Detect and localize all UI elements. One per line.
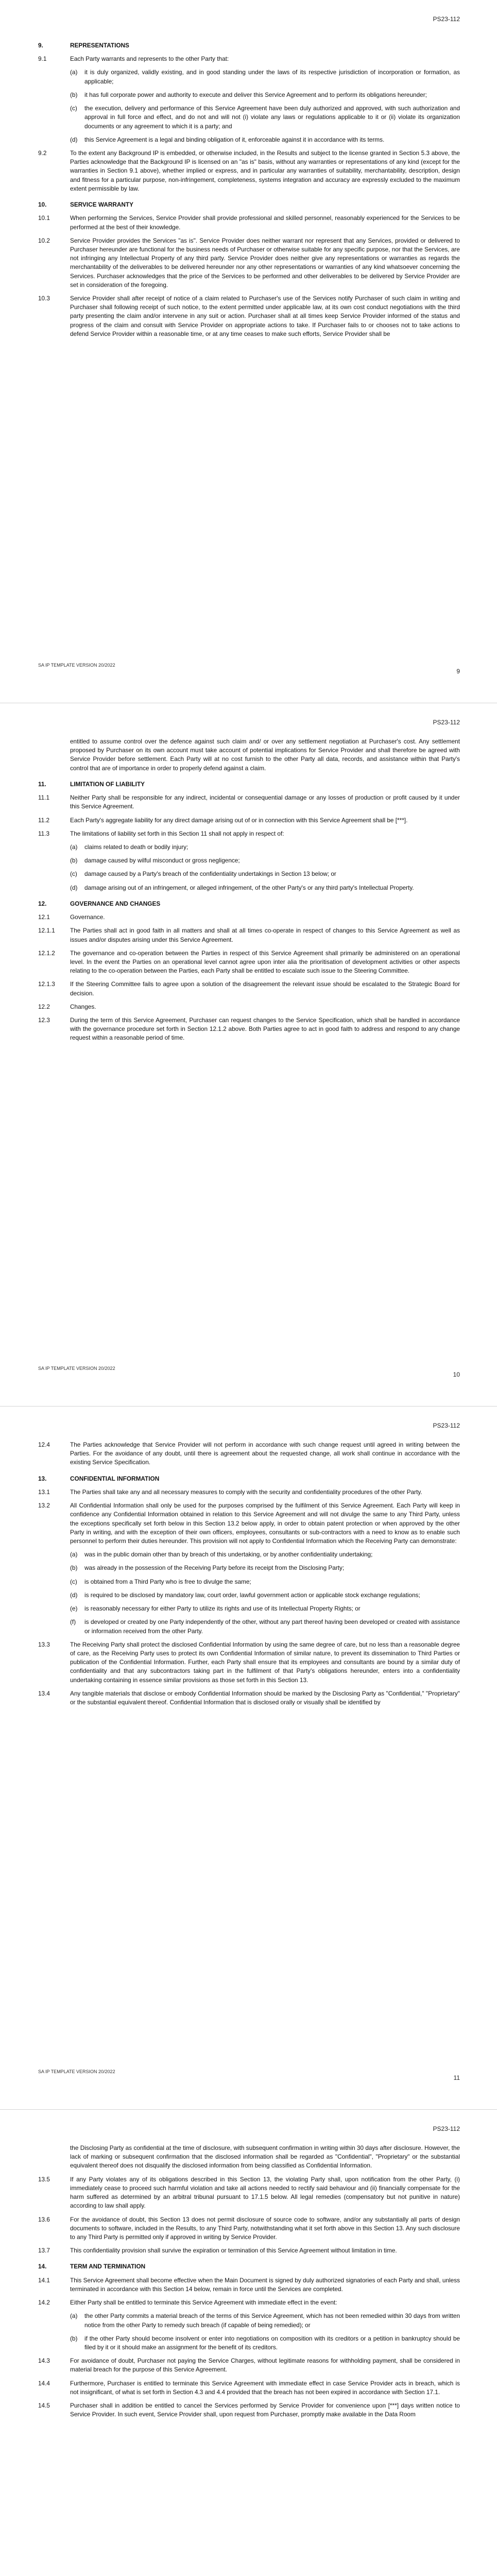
clause-text: This Service Agreement shall become effective when the Main Document is signed by duly authorized signatories of each Party and shall, unless terminated in accordance with this Section 14 below, remain in force until the Services are completed. [70,2276,460,2293]
clause-text: The Parties shall act in good faith in all matters and shall at all times co-operate in respect of changes to this Service Agreement as well as issues and/or disputes arising under this Service Agreement. [70,927,460,943]
sub-clause-label: (a) [70,843,78,851]
clause-number: 12.1.1 [38,927,55,935]
clause-number: 14.1 [38,2276,50,2284]
clause-number: 14.3 [38,2357,50,2365]
document-reference: PS23-112 [433,15,460,23]
clause [38,926,460,944]
clause-number: 12.2 [38,1003,50,1010]
clause-text: Either Party shall be entitled to terminate this Service Agreement with immediate effect in the event: [70,2299,337,2307]
sub-clause-label: (c) [70,870,77,878]
clause [38,214,460,231]
clause [38,829,460,838]
sub-clause-label: (a) [70,1551,78,1558]
sub-clause [70,843,460,852]
section-title: SERVICE WARRANTY [70,201,134,209]
page-number: 11 [453,2074,460,2081]
document-reference: PS23-112 [433,1422,460,1429]
clause [38,2215,460,2242]
clause-number: 13.5 [38,2175,50,2183]
page-number: 10 [453,1371,460,1378]
clause [38,1488,460,1497]
clause [38,149,460,193]
page-content [38,2144,460,2424]
clause-text: Neither Party shall be responsible for any indirect, incidental or consequential damage or any losses of production or profit caused by it under this Service Agreement. [70,794,460,810]
sub-clause-text: this Service Agreement is a legal and binding obligation of it, enforceable against it in accordance with its terms. [84,135,385,143]
sub-clause [70,1604,460,1613]
sub-clause-label: (a) [70,2312,78,2320]
sub-clause-label: (b) [70,2334,78,2342]
sub-clause-text: is required to be disclosed by mandatory law, court order, lawful government action or applicable stock exchange regulations; [84,1591,420,1599]
document-page [0,1406,497,2110]
sub-clause-text: claims related to death or bodily injury; [84,843,188,851]
continued-text: the Disclosing Party as confidential at the time of disclosure, with subsequent confirmation in writing within 30 days after disclosure. However, the lack of marking or subsequent confirmation that the disclosed information shall be regarded as "Confidential", "Proprietary" or the substantial equivalent thereof does not disqualify the disclosed information from being classified as Confidential Information. [70,2144,460,2170]
clause-text: Governance. [70,913,105,921]
sub-clause [70,1550,460,1559]
clause-text: The limitations of liability set forth in this Section 11 shall not apply in respect of: [70,829,284,837]
clause-text: Each Party warrants and represents to the other Party that: [70,55,229,63]
section-title: LIMITATION OF LIABILITY [70,780,145,788]
clause [38,1016,460,1043]
clause-number: 12.3 [38,1016,50,1024]
page-content [38,737,460,1047]
clause-text: When performing the Services, Service Provider shall provide professional and skilled personnel, reasonably experienced for the Services to be performed at the best of their knowledge. [70,214,460,231]
clause-text: If any Party violates any of its obligations described in this Section 13, the violating Party shall, upon notification from the other Party, (i) immediately cease to proceed such harmful violation and take all actions needed to rectify said behaviour and (ii) financially compensate for the harm suffered as determined by an arbitral tribunal pursuant to 17.1.5 below. All legal remedies (compensatory but not punitive in nature) according to law shall apply. [70,2175,460,2210]
clause-text: This confidentiality provision shall survive the expiration or termination of this Service Agreement without limitation in time. [70,2247,397,2255]
clause [38,913,460,922]
section-heading [38,2262,460,2271]
sub-clause-label: (b) [70,1564,78,1572]
clause [38,980,460,997]
page-number: 9 [456,668,460,675]
clause-text: The Parties shall take any and all necessary measures to comply with the security and confidentiality procedures of the other Party. [70,1488,422,1496]
sub-clause-text: it has full corporate power and authority to execute and deliver this Service Agreement and to perform its obligations hereunder; [84,91,427,98]
clause-number: 13.2 [38,1502,50,1510]
sub-clause-text: damage caused by a Party's breach of the confidentiality undertakings in Section 13 below; or [84,870,336,878]
clause-number: 11.2 [38,816,50,824]
clause [38,294,460,338]
sub-clause [70,1591,460,1600]
sub-clause-label: (e) [70,1605,78,1613]
clause [38,2276,460,2294]
sub-clause-text: it is duly organized, validly existing, and in good standing under the laws of its respective jurisdiction of incorporation or formation, as applicable; [84,69,460,85]
sub-clause-text: the other Party commits a material breach of the terms of this Service Agreement, which has not been remedied within 30 days from written notice from the other Party to remedy such breach (if capable of being remedied); or [84,2312,460,2329]
clause [38,1640,460,1685]
clause [38,1689,460,1707]
section-heading [38,1475,460,1483]
clause [38,816,460,825]
sub-clause-label: (c) [70,105,77,112]
sub-clause [70,2334,460,2352]
section-heading [38,200,460,209]
clause [38,2379,460,2397]
clause [38,1440,460,1467]
clause-text: If the Steering Committee fails to agree upon a solution of the disagreement the relevant issue should be escalated to the Strategic Board for decision. [70,980,460,997]
section-title: REPRESENTATIONS [70,42,129,49]
sub-clause-label: (d) [70,884,78,891]
sub-clause-label: (d) [70,135,78,143]
document-reference: PS23-112 [433,719,460,726]
template-version-footer: SA IP TEMPLATE VERSION 20/2022 [38,663,115,668]
clause [38,1003,460,1011]
clause-text: Purchaser shall in addition be entitled to cancel the Services performed by Service Provider for convenience upon [***] days written notice to Service Provider. In such event, Service Provider shall, upon request from Purchaser, promptly make available in the Data Room [70,2402,460,2418]
clause-text: All Confidential Information shall only be used for the purposes comprised by the fulfilment of this Service Agreement. Each Party will keep in confidence any Confidential Information obtained in relation to this Service Agreement and will not divulge the same to any Third Party, unless the exceptions specifically set forth below in this Section 13.2 below apply, in order to obtain patent protection or when approved by the other Party in writing, and with the exception of their own officers, employees, consultants or sub-contractors with a need to know as to enable such personnel to perform their duties hereunder. This provision will not apply to Confidential Information which the Receiving Party can demonstrate: [70,1502,460,1545]
clause-text: During the term of this Service Agreement, Purchaser can request changes to the Service Specification, which shall be handled in accordance with the governance procedure set forth in Section 12.1.2 above. Both Parties agree to act in good faith to address and respond to any change request within a reasonable period of time. [70,1016,460,1042]
sub-clause [70,1618,460,1635]
sub-clause-label: (b) [70,857,78,865]
clause-text: The governance and co-operation between the Parties in respect of this Service Agreement shall primarily be administered on an operational level. In the event the Parties on an operational level cannot agree upon inter alia the prioritisation of development activities or other aspects relating to the co-operation between the Parties, each Party shall be entitled to escalate such issue to the Steering Committee. [70,949,460,975]
sub-clause [70,68,460,86]
clause-number: 12.1.3 [38,980,55,988]
sub-clause-text: damage arising out of an infringement, or alleged infringement, of the other Party's or any third party's Intellectual Property. [84,884,414,891]
sub-clause-label: (f) [70,1618,76,1626]
section-number: 10. [38,201,47,209]
sub-clause-text: was already in the possession of the Receiving Party before its receipt from the Disclosing Party; [84,1564,345,1572]
sub-clause [70,884,460,892]
template-version-footer: SA IP TEMPLATE VERSION 20/2022 [38,1366,115,1371]
clause-text: The Receiving Party shall protect the disclosed Confidential Information by using the same degree of care, but no less than a reasonable degree of care, as the Receiving Party uses to protect its own Confidential Information of similar nature, to prevent its dissemination to Third Parties or publication of the Confidential Information. Further, each Party shall ensure that its employees and consultants are bound by a similar duty of confidentiality and that any subcontractors taking part in the fulfilment of that Party's obligations hereunder, enters into a confidentiality undertaking containing in essence similar provisions as those set forth in this Section 13. [70,1640,460,1684]
clause-text: To the extent any Background IP is embedded, or otherwise included, in the Results and subject to the license granted in Section 5.3 above, the Parties acknowledge that the Background IP is licensed on an "as is" basis, without any warranties or representations of any kind (except for the warranties in Section 9.1 above), whether implied or express, and in particular any warranties of suitability, merchantability, description, design and fitness for a particular purpose, non-infringement, completeness, systems integration and accuracy are expressly excluded to the maximum extent permissible by law. [70,149,460,192]
sub-clause [70,1564,460,1572]
section-number: 13. [38,1475,47,1482]
document-page [0,703,497,1406]
sub-clause [70,870,460,878]
sub-clause-text: damage caused by wilful misconduct or gross negligence; [84,857,240,865]
clause-number: 11.3 [38,829,50,837]
clause-number: 12.1 [38,913,50,921]
clause-text: Service Provider provides the Services "as is". Service Provider does neither warrant nor represent that any Services, provided or delivered to Purchaser hereunder are functional for the business needs of Purchaser or otherwise suitable for any specific purpose, nor that the Services, are not infringing any Intellectual Property of any third party. Service Provider does neither give any representations or warranties as regards the merchantability of the deliverables to be delivered hereunder nor any other representations or warranties of any kind whatsoever concerning the Services. Purchaser acknowledges that the price of the Services to be performed and other deliverables to be delivered by Service Provider are set in consideration of the foregoing. [70,236,460,289]
clause-text: Service Provider shall after receipt of notice of a claim related to Purchaser's use of the Services notify Purchaser of such claim in writing and Purchaser shall following receipt of such notice, to the extent permitted under applicable law, at its own cost conduct negotiations with the third party presenting the claim and/or intervene in any suit or action. Purchaser shall at all times keep Service Provider informed of the status and progress of the claim and consult with Service Provider on appropriate actions to take. If Purchaser fails to or chooses not to take actions to defend Service Provider within a reasonable time, or at any time ceases to make such efforts, Service Provider shall be [70,295,460,337]
sub-clause-label: (d) [70,1591,78,1599]
section-heading [38,780,460,789]
continued-text: entitled to assume control over the defence against such claim and/ or over any settlement negotiation at Purchaser's cost. Any settlement proposed by Purchaser on its own account must take account of potential implications for Service Provider and shall therefore be agreed with Service Provider before settlement. Each Party will at no cost furnish to the other Party all data, records, and assistance within that Party's control that are of importance in order to properly defend against a claim. [70,738,460,772]
clause-number: 10.3 [38,295,50,302]
clause-number: 10.1 [38,214,50,222]
clause-number: 11.1 [38,794,50,802]
clause [38,793,460,811]
section-heading [38,900,460,908]
section-number: 14. [38,2263,47,2270]
section-number: 11. [38,780,46,788]
page-content [38,1440,460,1711]
sub-clause-text: is developed or created by one Party independently of the other, without any part thereof having been developed or created with assistance or information received from the other Party. [84,1618,460,1635]
clause-number: 9.1 [38,55,47,63]
clause-number: 13.1 [38,1488,50,1496]
clause-text: Furthermore, Purchaser is entitled to terminate this Service Agreement with immediate effect in case Service Provider acts in breach, which is not insignificant, of what is set forth in Section 4.3 and 4.4 provided that the breach has not been expired in accordance with Section 17.1. [70,2379,460,2396]
sub-clause [70,104,460,131]
clause-number: 13.4 [38,1689,50,1697]
clause [38,236,460,290]
clause-text: Any tangible materials that disclose or embody Confidential Information should be marked by the Disclosing Party as "Confidential," "Proprietary" or the substantial equivalent thereof. Confidential Information that is disclosed orally or visually shall be identified by [70,1689,460,1706]
clause-number: 14.5 [38,2402,50,2410]
document-reference: PS23-112 [433,2125,460,2132]
template-version-footer: SA IP TEMPLATE VERSION 20/2022 [38,2069,115,2074]
clause-text: Changes. [70,1003,96,1010]
clause-number: 12.1.2 [38,949,55,957]
section-title: TERM AND TERMINATION [70,2263,146,2270]
clause [38,2246,460,2255]
document-page [0,0,497,703]
sub-clause-text: was in the public domain other than by breach of this undertaking, or by another confidentiality undertaking; [84,1551,373,1558]
clause-number: 13.3 [38,1640,50,1648]
clause-number: 9.2 [38,149,47,157]
sub-clause-text: if the other Party should become insolvent or enter into negotiations on composition with its creditors or a petition in bankruptcy should be filed by it or it should make an assignment for the benefit of its creditors. [84,2334,460,2351]
clause [38,949,460,976]
clause-number: 14.2 [38,2299,50,2307]
sub-clause-text: is reasonably necessary for either Party to utilize its rights and use of its Intellectual Property Rights; or [84,1605,361,1613]
sub-clause [70,91,460,99]
clause-number: 10.2 [38,236,50,244]
clause [38,1501,460,1546]
document-page [0,2110,497,2576]
clause-text: For the avoidance of doubt, this Section 13 does not permit disclosure of source code to software, and/or any substantially all parts of design documents to software, included in the Results, to any Third Party, notwithstanding what it set forth above in this Section 13. Any such disclosure to any Third Party is permitted only if approved in writing by Service Provider. [70,2215,460,2241]
clause-text: The Parties acknowledge that Service Provider will not perform in accordance with such change request until agreed in writing between the Parties. For the avoidance of any doubt, until there is agreement about the requested change, all work shall continue in accordance with the existing Service Specification. [70,1441,460,1466]
sub-clause-label: (c) [70,1578,77,1585]
sub-clause [70,135,460,144]
clause-text: For avoidance of doubt, Purchaser not paying the Service Charges, without legitimate reasons for withholding payment, shall be considered in material breach for the purpose of this Service Agreement. [70,2357,460,2374]
clause-number: 14.4 [38,2379,50,2387]
sub-clause-label: (b) [70,91,78,98]
clause [38,2401,460,2419]
clause [38,55,460,63]
clause [38,2298,460,2307]
clause-number: 12.4 [38,1441,50,1448]
sub-clause [70,856,460,865]
section-number: 12. [38,900,47,907]
section-heading [38,41,460,50]
sub-clause-text: the execution, delivery and performance of this Service Agreement have been duly authorized and approved, with such authorization and approval in full force and effect, and do not and will not (i) violate any laws or regulations applicable to it or (ii) violate its organization documents or any agreement to which it is a party; and [84,105,460,130]
clause-number: 13.7 [38,2247,50,2255]
section-number: 9. [38,42,43,49]
sub-clause-label: (a) [70,69,78,76]
sub-clause [70,1578,460,1586]
section-title: GOVERNANCE AND CHANGES [70,900,161,907]
clause-text: Each Party's aggregate liability for any direct damage arising out of or in connection with this Service Agreement shall be [***]. [70,816,408,824]
sub-clause [70,2312,460,2329]
clause [38,2357,460,2374]
section-title: CONFIDENTIAL INFORMATION [70,1475,160,1482]
clause-number: 13.6 [38,2215,50,2223]
sub-clause-text: is obtained from a Third Party who is free to divulge the same; [84,1578,251,1585]
page-content [38,34,460,343]
clause [38,2175,460,2211]
